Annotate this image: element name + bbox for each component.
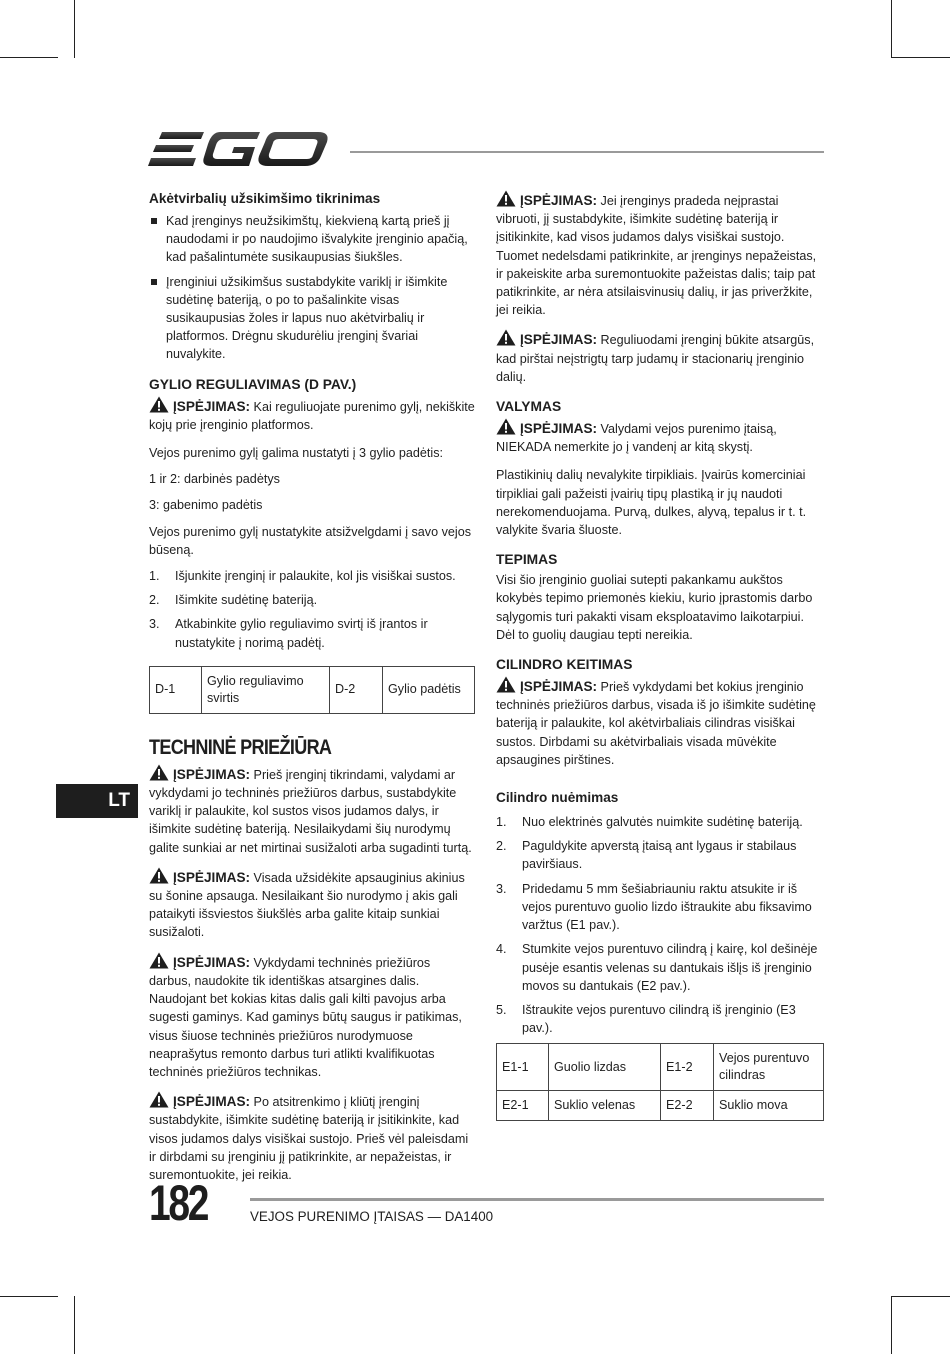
paragraph: Plastikinių dalių nevalykite tirpikliais. Įvairūs komerciniai tirpikliai gali pažeisti įvairių tipų plastiką ir jų naudoti nerekomenduojama. Purvą, dulkes, alyvą, tepalus ir t. t. valykite švaria šluoste. — [496, 468, 807, 538]
table-cell: E2-2 — [661, 1091, 714, 1121]
list-item: 3. Pridedamu 5 mm šešiabriauniu raktu atsukite ir iš vejos purentuvo guolio lizdo ištraukite abu fiksavimo varžtus (E1 pav.). — [496, 881, 812, 933]
warning-label: ĮSPĖJIMAS: — [173, 766, 251, 782]
warning-text: Jei įrenginys pradeda neįprastai vibruoti, jį sustabdykite, išimkite sudėtinę bateriją ir įsitikinkite, kad visos judamos dalys visiškai sustojo. Tuomet nedelsdami patikrinkite, ar įrenginys nepažeistas, ir pakeiskite arba suremontuokite pažeistas dalis; taip pat patikrinkite, ar nėra atsilaisvinusių dalių, ir jas priveržkite, jei reikia. — [496, 194, 817, 318]
warning-text: Reguliuodami įrenginį būkite atsargūs, kad pirštai neįstrigtų tarp judamų ir stacionarių įrenginio dalių. — [496, 333, 815, 384]
warning-triangle-icon — [149, 396, 169, 413]
table-cell: Suklio velenas — [549, 1091, 661, 1121]
sub-heading: Cilindro nuėmimas — [496, 790, 619, 806]
right-column — [496, 190, 824, 1121]
language-tab: LT — [56, 784, 138, 818]
paragraph: Visi šio įrenginio guoliai sutepti pakankamu aukštos kokybės tepimo priemonės kiekiu, kurio įprastomis darbo sąlygomis turi pakakti visam eksploatavimo laikotarpiui. Dėl to guolių daugiau tepti nereikia. — [496, 573, 813, 642]
section-heading: VALYMAS — [496, 399, 562, 415]
page-number: 182 — [149, 1175, 208, 1231]
warning-text: Visada užsidėkite apsauginius akinius su šonine apsauga. Nesilaikant šio nurodymo į akis gali pataikyti išsviestos šiukšlės arba galite kitaip sunkiai susižaloti. — [149, 870, 465, 940]
numbered-list — [149, 567, 475, 652]
warning-label: ĮSPĖJIMAS: — [173, 1094, 251, 1110]
section-heading: GYLIO REGULIAVIMAS (D PAV.) — [149, 376, 357, 392]
crop-mark — [0, 1296, 58, 1297]
list-item: 2. Išimkite sudėtinę bateriją. — [149, 593, 318, 608]
footer-rule — [250, 1198, 824, 1201]
paragraph: 1 ir 2: darbinės padėtys — [149, 472, 280, 487]
crop-mark — [891, 0, 892, 58]
table-cell: Guolio lizdas — [549, 1044, 661, 1091]
warning-label: ĮSPĖJIMAS: — [173, 954, 251, 970]
warning-label: ĮSPĖJIMAS: — [173, 869, 251, 885]
paragraph: Vejos purenimo gylį galima nustatyti į 3 gylio padėtis: — [149, 446, 444, 461]
list-item: 2. Paguldykite apverstą įtaisą ant lygaus ir stabilaus paviršiaus. — [496, 839, 797, 872]
table-cell: E1-1 — [497, 1044, 549, 1091]
table-cell: E1-2 — [661, 1044, 714, 1091]
warning-label: ĮSPĖJIMAS: — [520, 679, 598, 695]
warning-triangle-icon — [149, 1091, 169, 1108]
table-row — [497, 1091, 824, 1121]
section-heading: CILINDRO KEITIMAS — [496, 657, 633, 673]
list-item: 3. Atkabinkite gylio reguliavimo svirtį iš įrantos ir nustatykite į norimą padėtį. — [149, 617, 428, 650]
section-heading: TEPIMAS — [496, 552, 558, 568]
numbered-list — [496, 813, 824, 1037]
warning-triangle-icon — [149, 952, 169, 969]
warning-triangle-icon — [496, 418, 516, 435]
list-item: 4. Stumkite vejos purentuvo cilindrą į kairę, kol dešinėje pusėje esantis velenas su dantukais išlįs iš įrenginio movos su dantukais (E2 pav.). — [496, 942, 818, 993]
ego-logo-icon — [148, 128, 332, 172]
warning-text: Po atsitrenkimo į kliūtį įrenginį sustabdykite, išimkite sudėtinę bateriją ir įsitikinkite, kad visos judamos dalys visiškai sustojo. Prieš vėl paleisdami ir dirbdami su įrenginiu jį patikrinkite, ar nepažeistas, ir suremontuokite, jei reikia. — [149, 1095, 469, 1182]
warning-label: ĮSPĖJIMAS: — [520, 332, 598, 348]
footer-title: VEJOS PURENIMO ĮTAISAS — DA1400 — [250, 1209, 494, 1224]
left-column — [149, 190, 475, 1194]
warning-triangle-icon — [149, 867, 169, 884]
crop-mark — [74, 1296, 75, 1354]
warning-label: ĮSPĖJIMAS: — [520, 193, 598, 208]
paragraph: 3: gabenimo padėtis — [149, 498, 263, 513]
warning-paragraph — [149, 396, 475, 434]
table-cell: Gylio reguliavimo svirtis — [202, 666, 330, 713]
table-cell: E2-1 — [497, 1091, 549, 1121]
warning-text: Valydami vejos purenimo įtaisą, NIEKADA nemerkite jo į vandenį ar kitą skystį. — [496, 422, 777, 455]
warning-paragraph — [496, 329, 824, 386]
table-cell: Gylio padėtis — [383, 666, 475, 713]
crop-mark — [74, 0, 75, 58]
warning-triangle-icon — [149, 764, 169, 781]
warning-text: Kai reguliuojate purenimo gylį, nekiškite kojų prie įrenginio platformos. — [149, 399, 475, 432]
bullet-square-icon — [151, 218, 157, 224]
warning-label: ĮSPĖJIMAS: — [520, 421, 598, 437]
bullet-square-icon — [151, 279, 157, 285]
warning-text: Prieš vykdydami bet kokius įrenginio techninės priežiūros darbus, visada iš jo išimkite sudėtinę bateriją ir palaukite, kol akėtvirbaliais cilindras visiškai sustos. Dirbdami su akėtvirbaliais visada mūvėkite apsaugines pirštines. — [496, 680, 816, 767]
warning-text: Vykdydami techninės priežiūros darbus, naudokite tik identiškas atsargines dalis. Naudojant bet kokias kitas dalis gali kilti pavojus arba sugesti gaminys. Kad gaminys būtų saugus ir patikimas, visus šiuose techninės priežiūros nurodymuose neaprašytus remonto darbus turi atlikti kvalifikuotas techninės priežiūros technikas. — [149, 955, 462, 1079]
section-heading: Akėtvirbalių užsikimšimo tikrinimas — [149, 191, 381, 206]
table-cell: Suklio mova — [714, 1091, 824, 1121]
warning-paragraph — [496, 418, 824, 456]
list-item: Kad įrenginys neužsikimštų, kiekvieną kartą prieš jį naudodami ir po naudojimo išvalykite įrenginio apačią, kad pašalintumėte susikaupusias šiukšles. — [149, 212, 475, 267]
warning-paragraph — [496, 190, 824, 319]
list-item: 1. Nuo elektrinės galvutės nuimkite sudėtinę bateriją. — [496, 815, 803, 830]
crop-mark — [891, 1296, 892, 1354]
crop-mark — [891, 57, 950, 58]
crop-mark — [0, 57, 58, 58]
crop-mark — [891, 1296, 950, 1297]
parts-table — [149, 666, 475, 714]
warning-paragraph — [149, 867, 475, 942]
list-item: 5. Ištraukite vejos purentuvo cilindrą iš įrenginio (E3 pav.). — [496, 1002, 796, 1036]
parts-table — [496, 1043, 824, 1121]
header-rule — [350, 151, 824, 153]
table-cell: Vejos purentuvo cilindras — [714, 1044, 824, 1091]
warning-paragraph — [149, 764, 475, 857]
warning-paragraph — [149, 952, 475, 1081]
warning-triangle-icon — [496, 190, 516, 207]
bullet-list — [149, 212, 475, 364]
warning-paragraph — [149, 1091, 475, 1184]
table-row — [150, 666, 475, 713]
warning-triangle-icon — [496, 676, 516, 693]
paragraph: Vejos purenimo gylį nustatykite atsižvelgdami į savo vejos būseną. — [149, 524, 471, 557]
table-cell: D-2 — [330, 666, 383, 713]
section-heading: TECHNINĖ PRIEŽIŪRA — [149, 735, 332, 759]
table-cell: D-1 — [150, 666, 202, 713]
warning-paragraph — [496, 676, 824, 769]
warning-triangle-icon — [496, 329, 516, 346]
warning-label: ĮSPĖJIMAS: — [173, 398, 251, 414]
list-item: 1. Išjunkite įrenginį ir palaukite, kol jis visiškai sustos. — [149, 569, 456, 584]
warning-text: Prieš įrenginį tikrindami, valydami ar vykdydami jo techninės priežiūros darbus, sustabdykite variklį ir palaukite, kol sustos visos judamos dalys, ir išimkite sudėtinę bateriją. Nesilaikydami šių nurodymų galite sunkiai ar net mirtinai susižaloti arba sugadinti turtą. — [149, 767, 472, 855]
list-item: Įrenginiui užsikimšus sustabdykite variklį ir išimkite sudėtinę bateriją, o po to pašalinkite visas susikaupusias žoles ir lapus nuo akėtvirbalių ir platformos. Drėgnu skudurėliu įrenginį švariai nuvalykite. — [149, 273, 475, 364]
table-row — [497, 1044, 824, 1091]
